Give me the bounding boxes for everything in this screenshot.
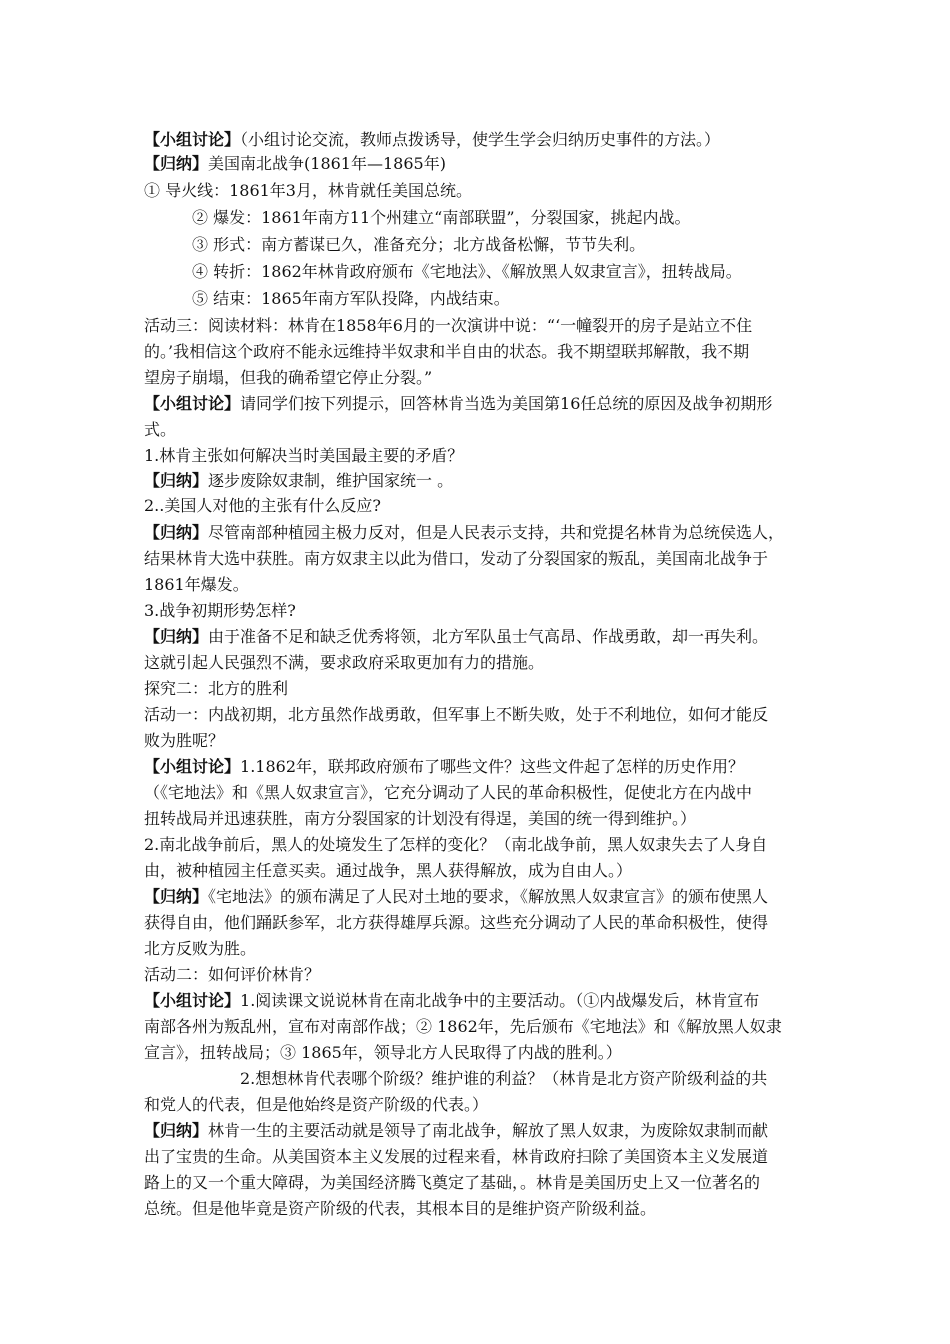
line-text: 3.战争初期形势怎样? — [144, 601, 296, 620]
text-line — [144, 963, 320, 987]
text-line — [144, 152, 446, 176]
line-text: 望房子崩塌，但我的确希望它停止分裂。” — [144, 368, 433, 387]
text-line — [240, 1067, 767, 1091]
line-text: ④ 转折：1862年林肯政府颁布《宅地法》、《解放黑人奴隶宣言》，扭转战局。 — [192, 262, 742, 281]
line-text: 这就引起人民强烈不满，要求政府采取更加有力的措施。 — [144, 653, 545, 672]
text-line — [144, 128, 720, 152]
line-text: 请同学们按下列提示，回答林肯当选为美国第16任总统的原因及战争初期形 — [240, 394, 773, 413]
line-text: 探究二：北方的胜利 — [144, 679, 289, 698]
line-text: ① 导火线：1861年3月，林肯就任美国总统。 — [144, 181, 472, 200]
line-text: 1861年爆发。 — [144, 575, 249, 594]
line-text: 败为胜呢？ — [144, 731, 225, 750]
text-line — [144, 366, 432, 390]
line-text: 1.林肯主张如何解决当时美国最主要的矛盾？ — [144, 446, 464, 465]
line-text: 结果林肯大选中获胜。南方奴隶主以此为借口，发动了分裂国家的叛乱，美国南北战争于 — [144, 549, 769, 568]
line-text: ② 爆发：1861年南方11个州建立“南部联盟”，分裂国家，挑起内战。 — [192, 208, 691, 227]
line-text: 南部各州为叛乱州，宣布对南部作战；② 1862年，先后颁布《宅地法》和《解放黑人奴隶 — [144, 1017, 782, 1036]
text-line — [144, 937, 256, 961]
line-text: 1.1862年，联邦政府颁布了哪些文件？这些文件起了怎样的历史作用？ — [240, 757, 745, 776]
label-group-discussion: 【小组讨论】 — [144, 991, 241, 1010]
text-line — [144, 1171, 760, 1195]
text-line — [192, 260, 742, 284]
line-text: 2.想想林肯代表哪个阶级？维护谁的利益？（林肯是北方资产阶级利益的共 — [240, 1069, 768, 1088]
text-line — [144, 418, 176, 442]
line-text: ③ 形式：南方蓄谋已久，准备充分；北方战备松懈，节节失利。 — [192, 235, 646, 254]
text-line — [144, 469, 453, 493]
text-line — [144, 547, 768, 571]
label-summary: 【归纳】 — [144, 523, 209, 542]
text-line — [144, 781, 752, 805]
text-line — [144, 1197, 656, 1221]
line-text: 出了宝贵的生命。从美国资本主义发展的过程来看，林肯政府扫除了美国资本主义发展道 — [144, 1147, 769, 1166]
text-line — [192, 287, 510, 311]
line-text: 活动三：阅读材料：林肯在1858年6月的一次演讲中说：“‘一幢裂开的房子是站立不住 — [144, 316, 753, 335]
label-summary: 【归纳】 — [144, 627, 209, 646]
text-line — [144, 1119, 768, 1143]
line-text: 扭转战局并迅速获胜，南方分裂国家的计划没有得逞，美国的统一得到维护。） — [144, 809, 697, 828]
text-line — [144, 677, 288, 701]
text-line — [144, 703, 768, 727]
line-text: 的。’我相信这个政府不能永远维持半奴隶和半自由的状态。我不期望联邦解散，我不期 — [144, 342, 750, 361]
text-line — [192, 233, 645, 257]
line-text: 林肯一生的主要活动就是领导了南北战争，解放了黑人奴隶，为废除奴隶制而献 — [208, 1121, 769, 1140]
line-text: 由，被种植园主任意买卖。通过战争，黑人获得解放，成为自由人。） — [144, 861, 633, 880]
line-text: （小组讨论交流，教师点拨诱导，使学生学会归纳历史事件的方法。） — [240, 130, 721, 149]
text-line — [144, 807, 696, 831]
label-group-discussion: 【小组讨论】 — [144, 757, 241, 776]
text-line — [144, 340, 749, 364]
line-text: 由于准备不足和缺乏优秀将领，北方军队虽士气高昂、作战勇敢，却一再失利。 — [208, 627, 769, 646]
text-line — [144, 1015, 782, 1039]
text-line — [144, 392, 772, 416]
text-line — [144, 625, 768, 649]
line-text: 获得自由，他们踊跃参军，北方获得雄厚兵源。这些充分调动了人民的革命积极性，使得 — [144, 913, 769, 932]
line-text: 和党人的代表，但是他始终是资产阶级的代表。） — [144, 1095, 489, 1114]
text-line — [144, 599, 296, 623]
label-group-discussion: 【小组讨论】 — [144, 130, 241, 149]
text-line — [144, 885, 768, 909]
line-text: ⑤ 结束：1865年南方军队投降，内战结束。 — [192, 289, 510, 308]
text-line — [144, 314, 752, 338]
line-text: 路上的又一个重大障碍，为美国经济腾飞奠定了基础，。林肯是美国历史上又一位著名的 — [144, 1173, 761, 1192]
text-line — [144, 1041, 622, 1065]
text-line — [144, 179, 472, 203]
text-line — [144, 755, 744, 779]
line-text: 1.阅读课文说说林肯在南北战争中的主要活动。（①内战爆发后，林肯宣布 — [240, 991, 760, 1010]
text-line — [144, 989, 759, 1013]
line-text: 尽管南部种植园主极力反对，但是人民表示支持，共和党提名林肯为总统侯选人， — [208, 523, 785, 542]
line-text: 北方反败为胜。 — [144, 939, 257, 958]
line-text: （《宅地法》和《黑人奴隶宣言》，它充分调动了人民的革命积极性，促使北方在内战中 — [144, 783, 753, 802]
text-line — [144, 859, 632, 883]
line-text: 《宅地法》的颁布满足了人民对土地的要求，《解放黑人奴隶宣言》的颁布使黑人 — [208, 887, 769, 906]
label-summary: 【归纳】 — [144, 1121, 209, 1140]
line-text: 宣言》，扭转战局；③ 1865年，领导北方人民取得了内战的胜利。） — [144, 1043, 622, 1062]
line-text: 美国南北战争(1861年—1865年) — [208, 154, 446, 173]
text-line — [144, 1145, 768, 1169]
line-text: 活动一：内战初期，北方虽然作战勇敢，但军事上不断失败，处于不利地位，如何才能反 — [144, 705, 769, 724]
text-line — [144, 651, 544, 675]
label-group-discussion: 【小组讨论】 — [144, 394, 241, 413]
text-line — [144, 833, 767, 857]
label-summary: 【归纳】 — [144, 471, 209, 490]
text-line — [144, 494, 381, 518]
label-summary: 【归纳】 — [144, 887, 209, 906]
line-text: 活动二：如何评价林肯？ — [144, 965, 321, 984]
text-line — [144, 573, 249, 597]
text-line — [144, 729, 224, 753]
text-line — [144, 1093, 488, 1117]
text-line — [144, 521, 784, 545]
line-text: 式。 — [144, 420, 177, 439]
text-line — [192, 206, 691, 230]
label-summary: 【归纳】 — [144, 154, 209, 173]
line-text: 逐步废除奴隶制，维护国家统一 。 — [208, 471, 454, 490]
line-text: 2.南北战争前后，黑人的处境发生了怎样的变化？（南北战争前，黑人奴隶失去了人身自 — [144, 835, 768, 854]
line-text: 2..美国人对他的主张有什么反应? — [144, 496, 381, 515]
line-text: 总统。但是他毕竟是资产阶级的代表，其根本目的是维护资产阶级利益。 — [144, 1199, 657, 1218]
text-line — [144, 444, 463, 468]
text-line — [144, 911, 768, 935]
